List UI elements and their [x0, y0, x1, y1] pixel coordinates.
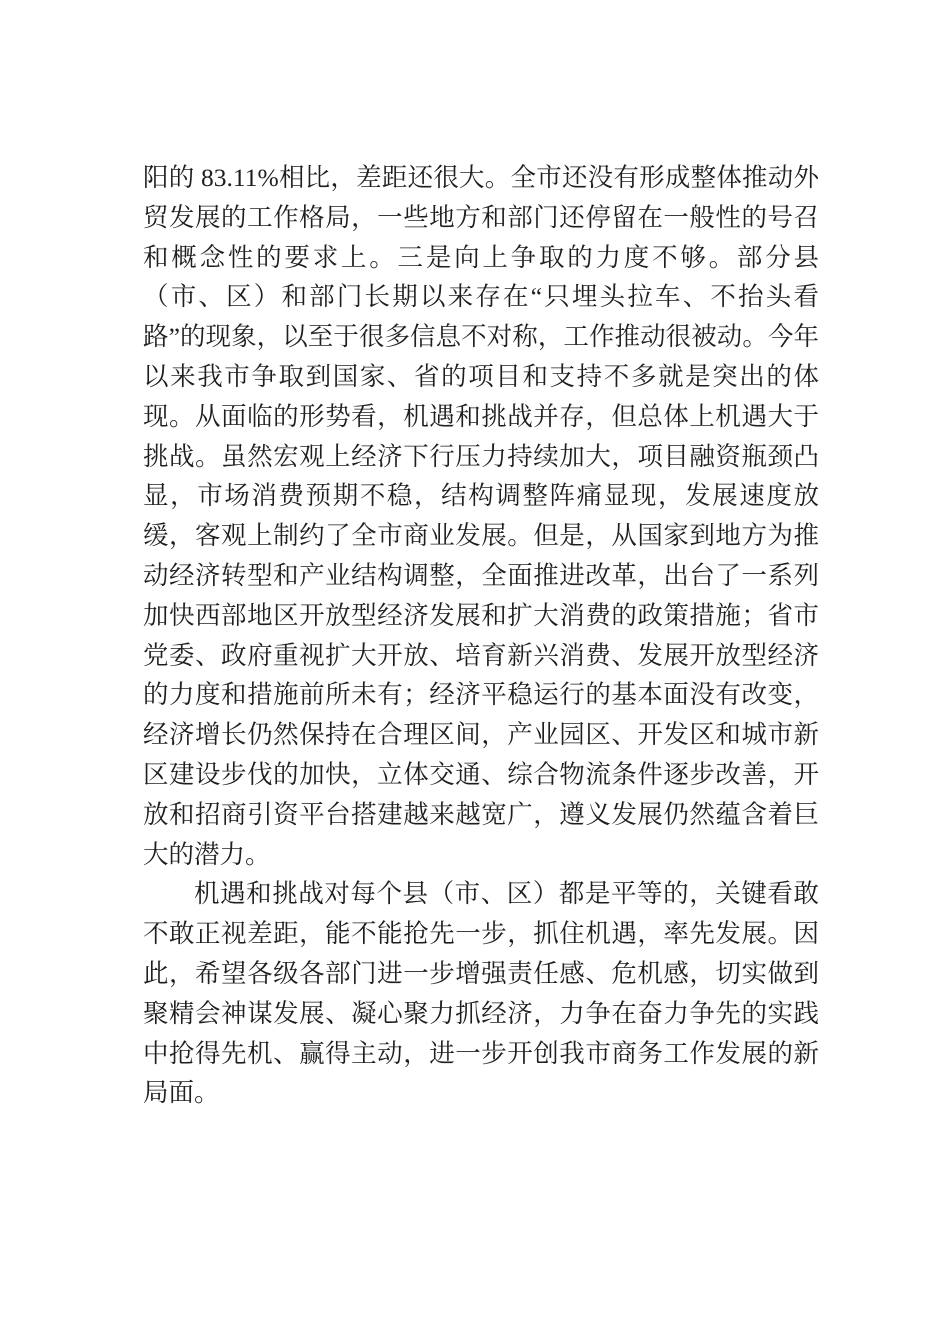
paragraph-continuation: 阳的 83.11%相比，差距还很大。全市还没有形成整体推动外贸发展的工作格局，一些地方和部门还停留在一般性的号召和概念性的要求上。三是向上争取的力度不够。部分县（市、区）和部门长期以来存在“只埋头拉车、不抬头看路”的现象，以至于很多信息不对称，工作推动很被动。今年以来我市争取到国家、省的项目和支持不多就是突出的体现。从面临的形势看，机遇和挑战并存，但总体上机遇大于挑战。虽然宏观上经济下行压力持续加大，项目融资瓶颈凸显，市场消费预期不稳，结构调整阵痛显现，发展速度放缓，客观上制约了全市商业发展。但是，从国家到地方为推动经济转型和产业结构调整，全面推进改革，出台了一系列加快西部地区开放型经济发展和扩大消费的政策措施；省市党委、政府重视扩大开放、培育新兴消费、发展开放型经济的力度和措施前所未有；经济平稳运行的基本面没有改变，经济增长仍然保持在合理区间，产业园区、开发区和城市新区建设步伐的加快，立体交通、综合物流条件逐步改善，开放和招商引资平台搭建越来越宽广，遵义发展仍然蕴含着巨大的潜力。: [143, 163, 819, 869]
paragraph-closing: 机遇和挑战对每个县（市、区）都是平等的，关键看敢不敢正视差距，能不能抢先一步，抓住机遇，率先发展。因此，希望各级各部门进一步增强责任感、危机感，切实做到聚精会神谋发展、凝心聚力抓经济，力争在奋力争先的实践中抢得先机、赢得主动，进一步开创我市商务工作发展的新局面。: [143, 879, 819, 1108]
document-text-block: [143, 158, 819, 1113]
